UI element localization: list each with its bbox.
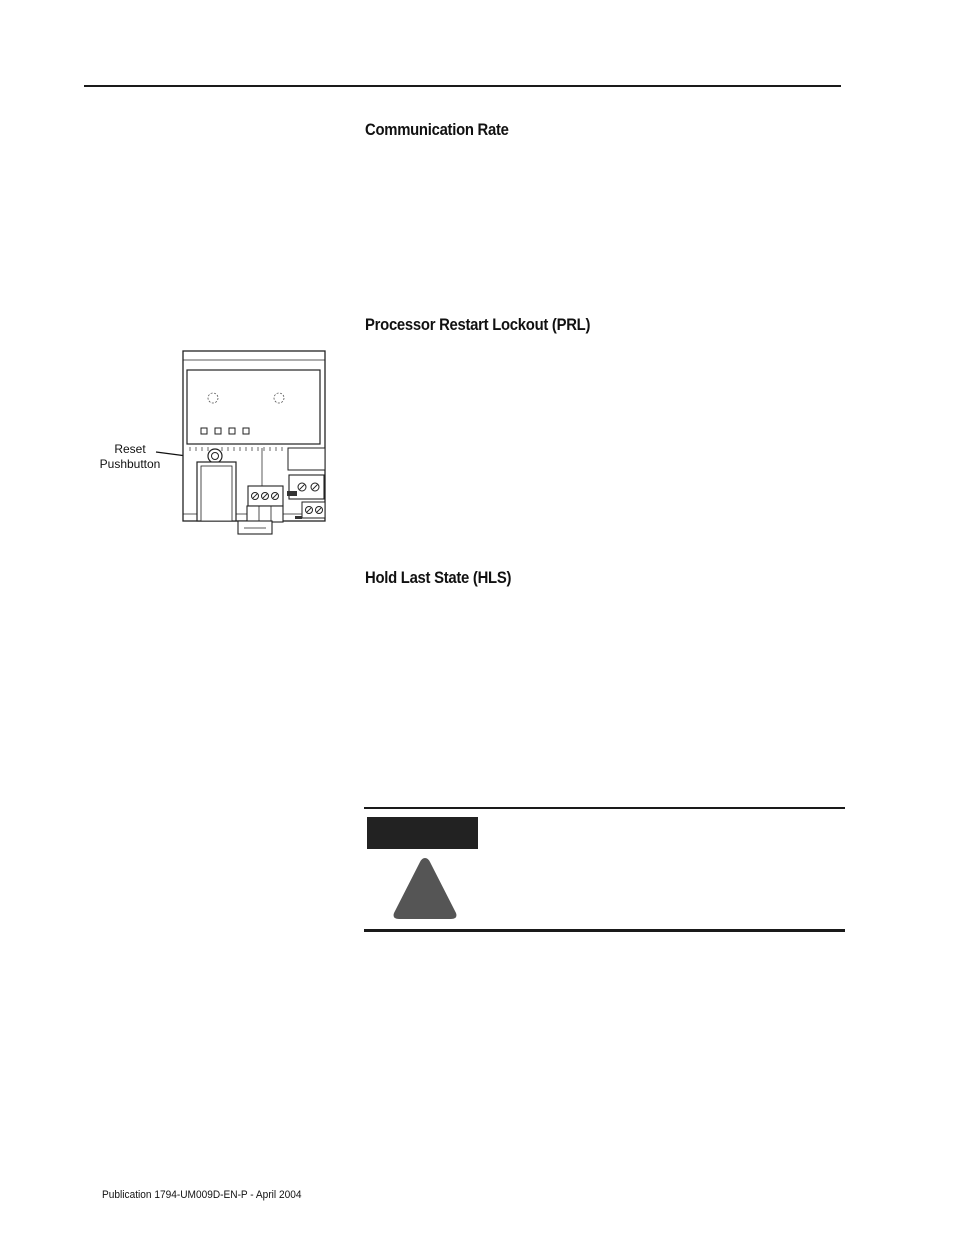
section-heading-communication-rate: Communication Rate bbox=[365, 121, 509, 139]
mounting-tab bbox=[238, 521, 272, 534]
section-heading-processor-restart-lockout: Processor Restart Lockout (PRL) bbox=[365, 316, 591, 334]
power-terminal-block bbox=[287, 475, 324, 499]
network-connector bbox=[247, 486, 283, 522]
attention-box-bottom-rule bbox=[364, 929, 845, 932]
warning-triangle-icon bbox=[391, 855, 459, 921]
figure-callout-label-reset: Reset bbox=[114, 442, 146, 456]
reset-pushbutton-icon bbox=[208, 449, 222, 463]
figure-callout-label-pushbutton: Pushbutton bbox=[99, 457, 161, 471]
section-heading-hold-last-state: Hold Last State (HLS) bbox=[365, 569, 512, 587]
header-rule bbox=[84, 85, 841, 87]
status-indicator-panel bbox=[187, 370, 320, 444]
adapter-module-figure bbox=[150, 348, 335, 540]
publication-footer: Publication 1794-UM009D-EN-P - April 2004 bbox=[102, 1189, 302, 1201]
attention-box-top-rule bbox=[364, 807, 845, 809]
attention-badge bbox=[367, 817, 478, 849]
card-slot bbox=[197, 462, 236, 521]
